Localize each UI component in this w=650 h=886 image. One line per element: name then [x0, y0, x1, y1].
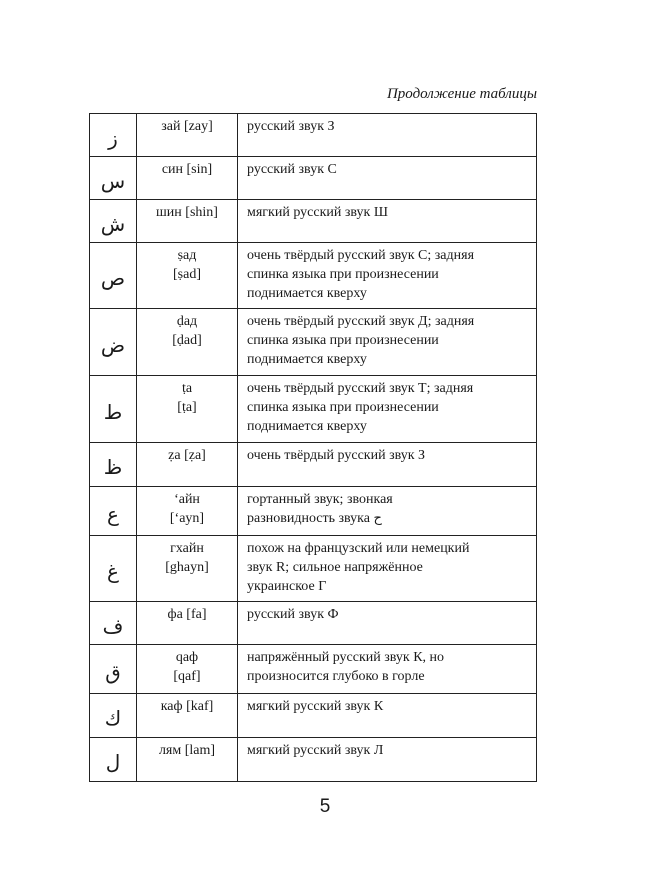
pronunciation-cell: [238, 602, 537, 645]
letter-name: син [sin]: [161, 162, 213, 177]
pronunciation-text: поднимается кверху: [247, 419, 367, 434]
arabic-letter: ف: [102, 613, 124, 638]
arabic-letter: ص: [100, 266, 126, 290]
table-row: [90, 645, 537, 694]
pronunciation-text: украинское Г: [247, 579, 327, 594]
arabic-letter: ز: [108, 125, 118, 150]
pronunciation-text: спинка языка при произнесении: [247, 400, 439, 415]
table-row: [90, 443, 537, 487]
pronunciation-cell: [238, 157, 537, 200]
table-row: [90, 114, 537, 157]
arabic-letter-cell: [90, 243, 137, 309]
letter-name: ṣад: [177, 248, 197, 263]
letter-name: шин [shin]: [156, 205, 218, 220]
letter-name-cell: [137, 536, 238, 602]
arabic-letter-cell: [90, 157, 137, 200]
letter-transliteration: [ṭa]: [177, 400, 197, 415]
arabic-letter-cell: [90, 602, 137, 645]
arabic-letter: س: [100, 168, 126, 193]
pronunciation-cell: [238, 114, 537, 157]
letter-name-cell: [137, 738, 238, 782]
arabic-letter-cell: [90, 114, 137, 157]
letter-name: ṭа: [181, 381, 193, 396]
letter-name-cell: [137, 694, 238, 738]
letter-name: ẓа [ẓa]: [168, 448, 206, 463]
table-row: [90, 487, 537, 536]
arabic-letter: ش: [100, 211, 126, 236]
letter-transliteration: [‘ayn]: [169, 511, 205, 526]
pronunciation-cell: [238, 200, 537, 243]
letter-name-cell: [137, 443, 238, 487]
letter-name-cell: [137, 114, 238, 157]
table-row: [90, 376, 537, 443]
letter-name: гхайн: [170, 541, 204, 556]
table-row: [90, 243, 537, 309]
arabic-letter-cell: [90, 536, 137, 602]
arabic-letter: غ: [107, 559, 119, 583]
arabic-inline-letter: ح: [373, 511, 382, 526]
letter-name-cell: [137, 376, 238, 443]
letter-name-cell: [137, 200, 238, 243]
pronunciation-text: очень твёрдый русский звук С; задняя: [247, 248, 475, 263]
pronunciation-text: спинка языка при произнесении: [247, 333, 439, 348]
table-continuation-caption: Продолжение таблицы: [386, 86, 537, 102]
pronunciation-text: очень твёрдый русский звук З: [247, 448, 426, 463]
pronunciation-text: русский звук З: [247, 119, 335, 134]
table-row: [90, 200, 537, 243]
pronunciation-cell: [238, 309, 537, 376]
arabic-letter-cell: [90, 487, 137, 536]
letter-name: лям [lam]: [158, 743, 216, 758]
pronunciation-text-line: [247, 509, 530, 528]
pronunciation-text: гортанный звук; звонкая: [247, 492, 393, 507]
pronunciation-text: мягкий русский звук К: [247, 699, 384, 714]
letter-name-cell: [137, 645, 238, 694]
table-row: [90, 694, 537, 738]
table-row: [90, 536, 537, 602]
table-row: [90, 309, 537, 376]
arabic-letter: ق: [105, 659, 121, 684]
table-row: [90, 157, 537, 200]
arabic-letter-cell: [90, 443, 137, 487]
pronunciation-text: разновидность звука: [247, 511, 370, 526]
arabic-letter: ط: [103, 399, 123, 424]
arabic-alphabet-table: [89, 113, 537, 782]
pronunciation-text: русский звук С: [247, 162, 337, 177]
table-row: [90, 602, 537, 645]
table-row: [90, 738, 537, 782]
pronunciation-text: мягкий русский звук Ш: [247, 205, 388, 220]
pronunciation-cell: [238, 536, 537, 602]
pronunciation-cell: [238, 487, 537, 536]
arabic-letter: ظ: [103, 455, 123, 479]
letter-name: ḍад: [176, 314, 198, 329]
letter-name-cell: [137, 243, 238, 309]
arabic-letter: ع: [107, 501, 119, 526]
letter-transliteration: [ghayn]: [165, 560, 209, 575]
letter-name: ‘айн: [174, 492, 200, 507]
pronunciation-text: очень твёрдый русский звук Т; задняя: [247, 381, 474, 396]
arabic-letter: ل: [105, 750, 121, 774]
pronunciation-text: русский звук Ф: [247, 607, 339, 622]
pronunciation-cell: [238, 694, 537, 738]
pronunciation-cell: [238, 738, 537, 782]
letter-name-cell: [137, 157, 238, 200]
arabic-letter-cell: [90, 376, 137, 443]
letter-name: каф [kaf]: [160, 699, 214, 714]
pronunciation-text: произносится глубоко в горле: [247, 669, 425, 684]
pronunciation-text: звук R; сильное напряжённое: [247, 560, 423, 575]
pronunciation-text: поднимается кверху: [247, 352, 367, 367]
pronunciation-text: спинка языка при произнесении: [247, 267, 439, 282]
arabic-letter-cell: [90, 694, 137, 738]
letter-name: qаф: [175, 650, 199, 665]
pronunciation-text: похож на французский или немецкий: [247, 541, 470, 556]
arabic-letter-cell: [90, 645, 137, 694]
letter-transliteration: [ḍad]: [172, 333, 202, 348]
arabic-letter-cell: [90, 309, 137, 376]
pronunciation-cell: [238, 645, 537, 694]
pronunciation-text: очень твёрдый русский звук Д; задняя: [247, 314, 475, 329]
letter-name-cell: [137, 487, 238, 536]
pronunciation-text: напряжённый русский звук К, но: [247, 650, 445, 665]
pronunciation-cell: [238, 376, 537, 443]
pronunciation-text: поднимается кверху: [247, 286, 367, 301]
arabic-letter-cell: [90, 200, 137, 243]
letter-name: фа [fa]: [167, 607, 207, 622]
arabic-letter: ك: [104, 706, 122, 730]
letter-name: зай [zay]: [161, 119, 213, 134]
pronunciation-cell: [238, 243, 537, 309]
pronunciation-text: мягкий русский звук Л: [247, 743, 384, 758]
letter-name-cell: [137, 309, 238, 376]
arabic-letter: ض: [100, 332, 126, 357]
letter-transliteration: [ṣad]: [173, 267, 201, 282]
letter-name-cell: [137, 602, 238, 645]
letter-transliteration: [qaf]: [173, 669, 201, 684]
arabic-letter-cell: [90, 738, 137, 782]
pronunciation-cell: [238, 443, 537, 487]
page-number: 5: [319, 796, 331, 817]
